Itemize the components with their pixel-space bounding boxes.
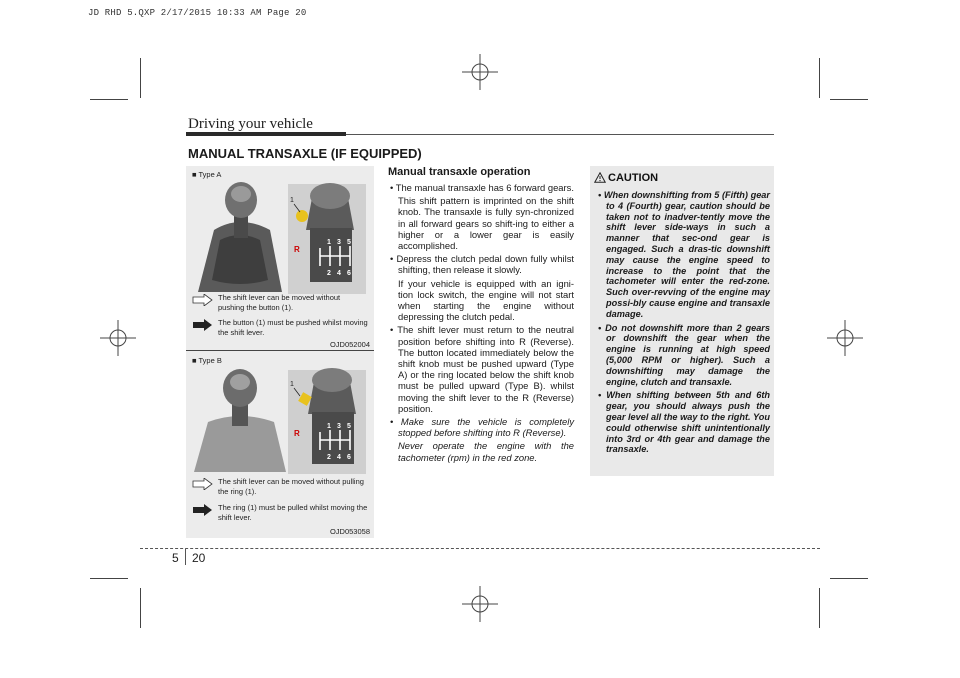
gear-label: 1 — [327, 239, 331, 246]
gear-label: 5 — [347, 423, 351, 430]
gear-label: 5 — [347, 239, 351, 246]
print-header: JD RHD 5.QXP 2/17/2015 10:33 AM Page 20 — [88, 8, 307, 18]
caution-item: • When downshifting from 5 (Fifth) gear to 4 (Fourth) gear, caution should be taken not to inadver-tently move the shift lever side-ways in such a manner that sec-ond gear is engaged. Such a dras-tic downshift may cause the engine speed to increase to the point that the tachometer will enter the red-zone. Such over-revving of the engine may possi-bly cause engine and transaxle damage. — [598, 190, 770, 319]
filled-arrow-icon — [192, 319, 214, 331]
figure-type-label: ■ Type B — [192, 356, 222, 365]
note-text: The shift lever can be moved without pushing the button (1). — [218, 293, 341, 312]
figure-code: OJD052004 — [329, 340, 370, 349]
list-item: • The manual transaxle has 6 forward gears. — [390, 182, 574, 193]
gear-r: R — [294, 429, 300, 438]
gear-r: R — [294, 245, 300, 254]
note-text: The ring (1) must be pulled whilst moving the shift lever. — [218, 503, 368, 522]
callout-label: 1 — [290, 197, 294, 204]
list-item: • The shift lever must return to the neutral position before shifting into R (Reverse). The button located immediately below the shift knob must be pushed upward (Type A) or the ring located below the shift knob must be pulled upward (Type B). whilst moving the shift lever to the R (Reverse) position. — [390, 324, 574, 414]
outline-arrow-icon — [192, 478, 214, 490]
shift-lever-illustration — [190, 180, 370, 298]
paragraph: This shift pattern is imprinted on the shift knob. The transaxle is fully syn-chronized in all forward gears so shift-ing to either a higher or a lower gear is easily accomplished. — [398, 195, 574, 252]
figure-type-label: ■ Type A — [192, 170, 222, 179]
figure-rule — [186, 350, 374, 351]
list-item: • Depress the clutch pedal down fully whilst shifting, then release it slowly. — [390, 253, 574, 276]
filled-arrow-icon — [192, 504, 214, 516]
gear-label: 2 — [327, 454, 331, 461]
title-bar — [186, 132, 346, 136]
caution-title: CAUTION — [608, 172, 659, 184]
caution-box — [590, 166, 774, 476]
page-heading: MANUAL TRANSAXLE (IF EQUIPPED) — [188, 146, 422, 161]
gear-label: 2 — [327, 270, 331, 277]
operation-section — [388, 166, 574, 465]
gear-label: 4 — [337, 454, 341, 461]
operation-title: Manual transaxle operation — [388, 166, 531, 178]
shift-lever-illustration — [190, 366, 370, 476]
footer-rule — [140, 548, 820, 549]
page-divider — [185, 549, 186, 565]
gear-label: 4 — [337, 270, 341, 277]
gear-label: 6 — [347, 270, 351, 277]
gear-label: 1 — [327, 423, 331, 430]
paragraph: If your vehicle is equipped with an igni-tion lock switch, the engine will not start when starting the engine without depressing the clutch pedal. — [398, 277, 574, 323]
gear-label: 3 — [337, 423, 341, 430]
figure-type-a — [186, 166, 374, 352]
title-rule — [346, 134, 774, 135]
list-item: • Make sure the vehicle is completely stopped before shifting into R (Reverse). — [390, 416, 575, 439]
note-text: The button (1) must be pushed whilst moving the shift lever. — [218, 318, 368, 337]
paragraph: Never operate the engine with the tachometer (rpm) in the red zone. — [398, 440, 574, 463]
caution-item: • When shifting between 5th and 6th gear, you should always push the gear level all the way to the right. You could otherwise shift unintentionally into 3rd or 4th gear and damage the transaxle. — [598, 390, 770, 455]
note-text: The shift lever can be moved without pulling the ring (1). — [218, 477, 364, 496]
gear-label: 6 — [347, 454, 351, 461]
outline-arrow-icon — [192, 294, 214, 306]
caution-item: • Do not downshift more than 2 gears or downshift the gear when the engine is running at high speed (5,000 RPM or higher). Such a downshifting may damage the engine, clutch and transaxle. — [598, 322, 770, 387]
chapter-number: 5 — [172, 551, 179, 565]
warning-icon — [594, 172, 606, 183]
callout-label: 1 — [290, 381, 294, 388]
page-number: 20 — [192, 551, 206, 565]
section-title: Driving your vehicle — [188, 116, 313, 132]
figure-type-b — [186, 352, 374, 538]
figure-code: OJD053058 — [329, 527, 370, 536]
gear-label: 3 — [337, 239, 341, 246]
highlight-icon — [296, 210, 308, 222]
